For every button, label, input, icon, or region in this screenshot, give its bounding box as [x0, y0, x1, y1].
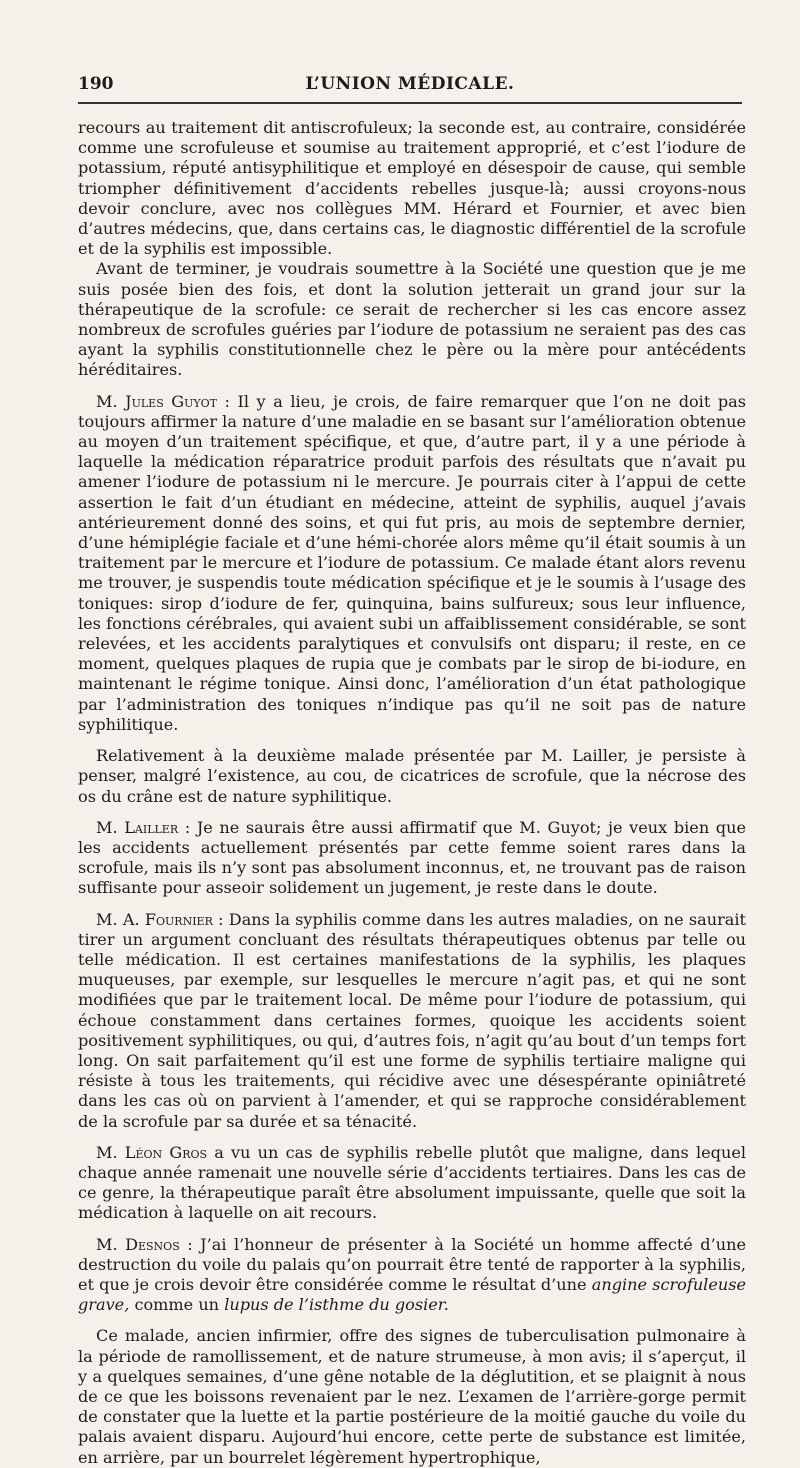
running-title: L’UNION MÉDICALE. — [305, 74, 515, 94]
header-rule — [78, 102, 742, 104]
speaker: M. Lailler : — [96, 817, 191, 837]
paragraph: M. Lailler : Je ne saurais être aussi affirmatif que M. Guyot; je veux bien que les accidents actuellement présentés par cette femme soient rares dans la scrofule, mais ils n’y sont pas absolument inconnus, et, ne trouvant pas de raison suffisante pour asseoir solidement un jugement, je reste dans le doute. — [78, 817, 747, 898]
page-number: 190 — [78, 74, 114, 94]
paragraph: M. A. Fournier : Dans la syphilis comme dans les autres maladies, on ne saurait tirer un argument concluant des résultats thérapeutiques obtenus par telle ou telle médication. Il est certaines manifestations de la syphilis, les plaques muqueuses, par exemple, sur lesquelles le mercure n’agit pas, et qui ne sont modifiées que par le traitement local. De même pour l’iodure de potassium, qui échoue constamment dans certaines formes, quoique les accidents soient positivement syphilitiques, ou qui, d’autres fois, n’agit qu’au bout d’un temps fort long. On sait parfaitement qu’il est une forme de syphilis tertiaire maligne qui résiste à tous les traitements, qui récidive avec une désespérante opiniâtreté dans les cas où on parvient à l’amender, et qui se rapproche considérablement de la scrofule par sa durée et sa ténacité. — [78, 909, 747, 1131]
paragraph: M. Desnos : J’ai l’honneur de présenter à la Société un homme affecté d’une destruction du voile du palais qu’on pourrait être tenté de rapporter à la syphilis, et que je crois devoir être considérée comme le résultat d’une angine scrofuleuse grave, comme un lupus de l’isthme du gosier. — [78, 1234, 747, 1315]
paragraph: M. Jules Guyot : Il y a lieu, je crois, de faire remarquer que l’on ne doit pas toujours affirmer la nature d’une maladie en se basant sur l’amélioration obtenue au moyen d’un traitement spécifique, et que, d’autre part, il y a une période à laquelle la médication réparatrice produit parfois des résultats que n’avait pu amener l’iodure de potassium ni le mercure. Je pourrais citer à l’appui de cette assertion le fait d’un étudiant en médecine, atteint de syphilis, auquel j’avais antérieurement donné des soins, et qui fut pris, au mois de septembre dernier, d’une hémiplégie faciale et d’une hémi-chorée alors même qu’il était soumis à un traitement par le mercure et l’iodure de potassium. Ce malade étant alors revenu me trouver, je suspendis toute médication spécifique et je le soumis à l’usage des toniques: sirop d’iodure de fer, quinquina, bains sulfureux; sous leur influence, les fonctions cérébrales, qui avaient subi un affaiblissement considérable, se sont relevées, et les accidents paralytiques et convulsifs ont disparu; il reste, en ce moment, quelques plaques de rupia que je combats par le sirop de bi-iodure, en maintenant le régime tonique. Ainsi donc, l’amélioration d’un état pathologique par l’administration des toniques n’indique pas qu’il ne soit pas de nature syphilitique. — [78, 391, 746, 734]
paragraph: Avant de terminer, je voudrais soumettre à la Société une question que je me suis posée bien des fois, et dont la solution jetterait un grand jour sur la thérapeutique de la scrofule: ce serait de rechercher si les cas encore assez nombreux de scrofules guéries par l’iodure de potassium ne seraient pas des cas ayant la syphilis constitutionnelle chez le père ou la mère pour antécédents héréditaires. — [78, 259, 746, 380]
paragraph: Ce malade, ancien infirmier, offre des signes de tuberculisation pulmonaire à la période de ramollissement, et de nature strumeuse, à mon avis; il s’aperçut, il y a quelques semaines, d’une gêne notable de la déglutition, et se plaignit à nous de ce que les boissons revenaient par le nez. L’examen de l’arrière-gorge permit de constater que la luette et la partie postérieure de la moitié gauche du voile du palais avaient disparu. Aujourd’hui encore, cette perte de substance est limitée, en arrière, par un bourrelet légèrement hypertrophique, — [78, 1326, 746, 1467]
paragraph: recours au traitement dit antiscrofuleux; la seconde est, au contraire, considérée comme une scrofuleuse et soumise au traitement approprié, et c’est l’iodure de potassium, réputé antisyphilitique et employé en désespoir de cause, qui semble triompher définitivement d’accidents rebelles jusque-là; aussi croyons-nous devoir conclure, avec nos collègues MM. Hérard et Fournier, et avec bien d’autres médecins, que, dans certains cas, le diagnostic différentiel de la scrofule et de la syphilis est impossible. — [78, 118, 746, 259]
body-text — [78, 118, 746, 1468]
speaker: M. Jules Guyot : — [96, 391, 230, 411]
speaker: M. A. Fournier : — [96, 909, 224, 929]
speaker: M. Desnos : — [96, 1234, 193, 1254]
paragraph: M. Léon Gros a vu un cas de syphilis rebelle plutôt que maligne, dans lequel chaque année ramenait une nouvelle série d’accidents tertiaires. Dans les cas de ce genre, la thérapeutique paraît être absolument impuissante, quelle que soit la médication à laquelle on ait recours. — [78, 1142, 746, 1223]
speaker: M. Léon Gros — [96, 1142, 208, 1162]
paragraph: Relativement à la deuxième malade présentée par M. Lailler, je persiste à penser, malgré l’existence, au cou, de cicatrices de scrofule, que la nécrose des os du crâne est de nature syphilitique. — [78, 746, 746, 806]
page-header — [78, 72, 742, 100]
